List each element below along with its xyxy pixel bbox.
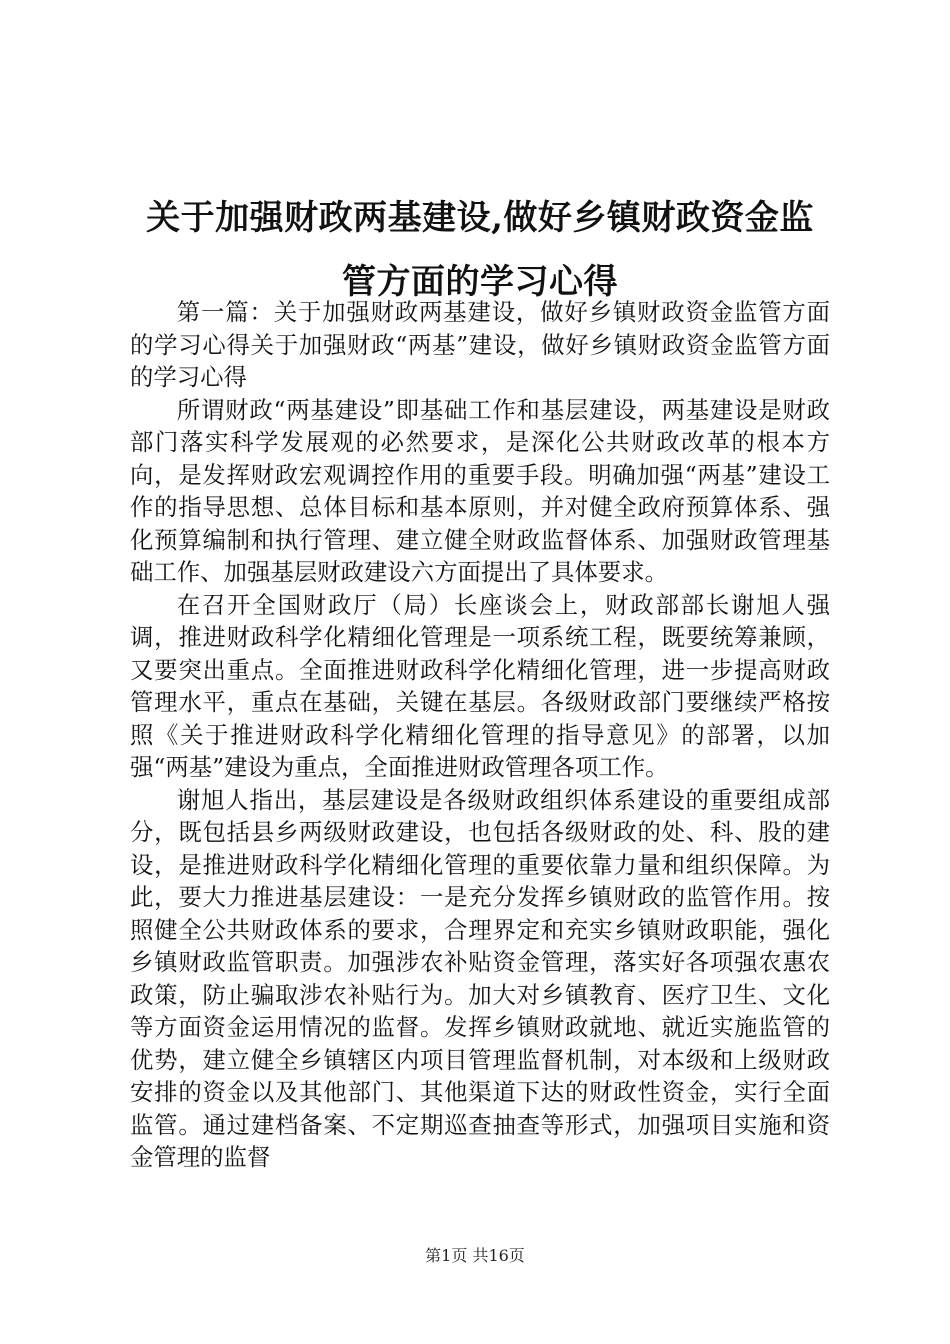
paragraph: 所谓财政“两基建设”即基础工作和基层建设，两基建设是财政部门落实科学发展观的必然要求，是深化公共财政改革的根本方向，是发挥财政宏观调控作用的重要手段。明确加强“两基”建设工作的指导思想、总体目标和基本原则，并对健全政府预算体系、强化预算编制和执行管理、建立健全财政监督体系、加强财政管理基础工作、加强基层财政建设六方面提出了具体要求。 — [130, 395, 830, 586]
paragraph: 在召开全国财政厅（局）长座谈会上，财政部部长谢旭人强调，推进财政科学化精细化管理是一项系统工程，既要统筹兼顾，又要突出重点。全面推进财政科学化精细化管理，进一步提高财政管理水平，重点在基础，关键在基层。各级财政部门要继续严格按照《关于推进财政科学化精细化管理的指导意见》的部署，以加强“两基”建设为重点，全面推进财政管理各项工作。 — [130, 590, 830, 781]
page-footer: 第1页 共16页 — [425, 1246, 525, 1265]
document-body — [130, 296, 830, 1174]
document-title: 关于加强财政两基建设,做好乡镇财政资金监管方面的学习心得 — [146, 198, 814, 302]
paragraph: 第一篇：关于加强财政两基建设，做好乡镇财政资金监管方面的学习心得关于加强财政“两基”建设，做好乡镇财政资金监管方面的学习心得 — [130, 298, 830, 391]
paragraph: 谢旭人指出，基层建设是各级财政组织体系建设的重要组成部分，既包括县乡两级财政建设，也包括各级财政的处、科、股的建设，是推进财政科学化精细化管理的重要依靠力量和组织保障。为此，要大力推进基层建设：一是充分发挥乡镇财政的监管作用。按照健全公共财政体系的要求，合理界定和充实乡镇财政职能，强化乡镇财政监管职责。加强涉农补贴资金管理，落实好各项强农惠农政策，防止骗取涉农补贴行为。加大对乡镇教育、医疗卫生、文化等方面资金运用情况的监督。发挥乡镇财政就地、就近实施监管的优势，建立健全乡镇辖区内项目管理监督机制，对本级和上级财政安排的资金以及其他部门、其他渠道下达的财政性资金，实行全面监管。通过建档备案、不定期巡查抽查等形式，加强项目实施和资金管理的监督 — [130, 785, 830, 1171]
